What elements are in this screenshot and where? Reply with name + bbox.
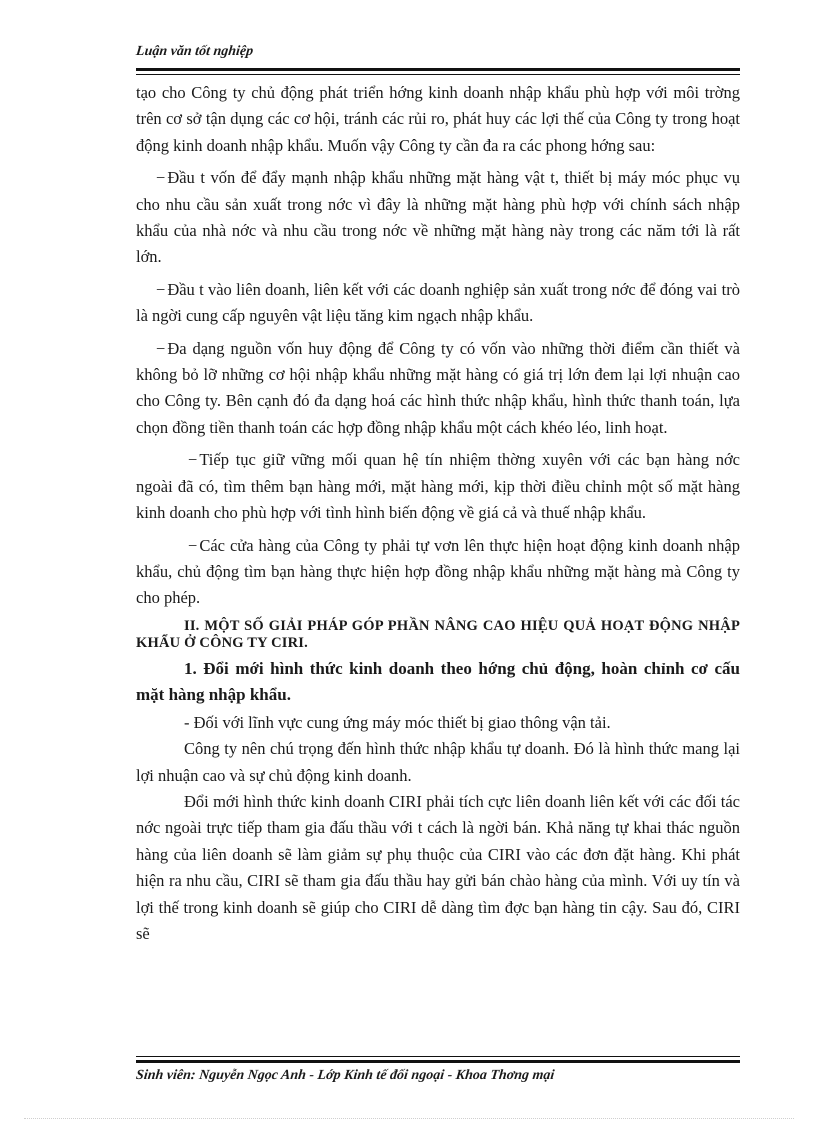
body-paragraph: - Đối với lĩnh vực cung ứng máy móc thiết bị giao thông vận tải. xyxy=(184,712,611,732)
bullet-text: Đầu t vốn để đẩy mạnh nhập khẩu những mặt hàng vật t, thiết bị máy móc phục vụ cho nhu cầu sản xuất trong nớc vì đây là những mặt hàng phù hợp với chính sách nhập khẩu của nhà nớc và nhu cầu trong nớc về những mặt hàng này trong các năm tới là rất lớn. xyxy=(136,168,740,267)
header-rule-thin xyxy=(136,74,740,75)
dash-bullet: − xyxy=(188,535,198,555)
document-body xyxy=(136,80,740,947)
bullet-paragraph xyxy=(136,277,740,330)
bullet-text: Đa dạng nguồn vốn huy động để Công ty có vốn vào những thời điểm cần thiết và không bỏ lỡ những cơ hội nhập khẩu những mặt hàng có giá trị lớn đem lại lợi nhuận cao cho Công ty. Bên cạnh đó đa dạng hoá các hình thức nhập khẩu, hình thức thanh toán, lựa chọn đồng tiền thanh toán các hợp đồng nhập khẩu một cách khéo léo, linh hoạt. xyxy=(136,338,740,437)
dash-bullet: − xyxy=(156,279,166,299)
body-paragraph: Công ty nên chú trọng đến hình thức nhập khẩu tự doanh. Đó là hình thức mang lại lợi nhuận cao và sự chủ động kinh doanh. xyxy=(136,739,740,785)
page-edge-line xyxy=(24,1118,794,1119)
bullet-paragraph xyxy=(136,533,740,612)
page-footer: Sinh viên: Nguyễn Ngọc Anh - Lớp Kinh tế đối ngoại - Khoa Thơng mại xyxy=(135,1068,556,1083)
bullet-text: Đầu t vào liên doanh, liên kết với các doanh nghiệp sản xuất trong nớc để đóng vai trò là ngời cung cấp nguyên vật liệu tăng kim ngạch nhập khẩu. xyxy=(136,279,740,326)
section-heading: II. MỘT SỐ GIẢI PHÁP GÓP PHẦN NÂNG CAO HIỆU QUẢ HOẠT ĐỘNG NHẬP KHẨU Ở CÔNG TY CIRI. xyxy=(136,617,740,651)
bullet-text: Tiếp tục giữ vững mối quan hệ tín nhiệm thờng xuyên với các bạn hàng nớc ngoài đã có, tìm thêm bạn hàng mới, mặt hàng mới, kịp thời điều chỉnh một số mặt hàng kinh doanh cho phù hợp với tình hình biến động về giá cả và thuế nhập khẩu. xyxy=(136,450,740,523)
bullet-paragraph xyxy=(136,165,740,271)
bullet-paragraph xyxy=(136,336,740,442)
paragraph-intro: tạo cho Công ty chủ động phát triển hớng kinh doanh nhập khẩu phù hợp với môi trờng trên cơ sở tận dụng các cơ hội, tránh các rủi ro, phát huy các lợi thế của Công ty trong hoạt động kinh doanh nhập khẩu. Muốn vậy Công ty cần đa ra các phong hớng sau: xyxy=(136,83,740,155)
dash-bullet: − xyxy=(156,168,166,188)
bullet-text: Các cửa hàng của Công ty phải tự vơn lên thực hiện hoạt động kinh doanh nhập khẩu, chủ động tìm bạn hàng thực hiện hợp đồng nhập khẩu những mặt hàng mà Công ty cho phép. xyxy=(136,535,740,608)
page-header-title: Luận văn tốt nghiệp xyxy=(135,44,254,59)
bullet-paragraph xyxy=(136,447,740,526)
header-rule-thick xyxy=(136,68,740,71)
body-paragraph: Đổi mới hình thức kinh doanh CIRI phải tích cực liên doanh liên kết với các đối tác nớc ngoài trực tiếp tham gia đấu thầu với t cách là ngời bán. Khả năng tự khai thác nguồn hàng của liên doanh sẽ làm giảm sự phụ thuộc của CIRI vào các đơn đặt hàng. Khi phát hiện ra nhu cầu, CIRI sẽ tham gia đấu thầu hay gửi bán chào hàng của mình. Với uy tín và lợi thế trong kinh doanh sẽ giúp cho CIRI dễ dàng tìm đợc bạn hàng tin cậy. Sau đó, CIRI sẽ xyxy=(136,791,740,943)
footer-rule-thin xyxy=(136,1056,740,1057)
subsection-heading: 1. Đổi mới hình thức kinh doanh theo hớng chủ động, hoàn chỉnh cơ cấu mặt hàng nhập khẩu. xyxy=(136,658,740,704)
footer-rule-thick xyxy=(136,1060,740,1063)
dash-bullet: − xyxy=(188,450,198,470)
dash-bullet: − xyxy=(156,338,166,358)
